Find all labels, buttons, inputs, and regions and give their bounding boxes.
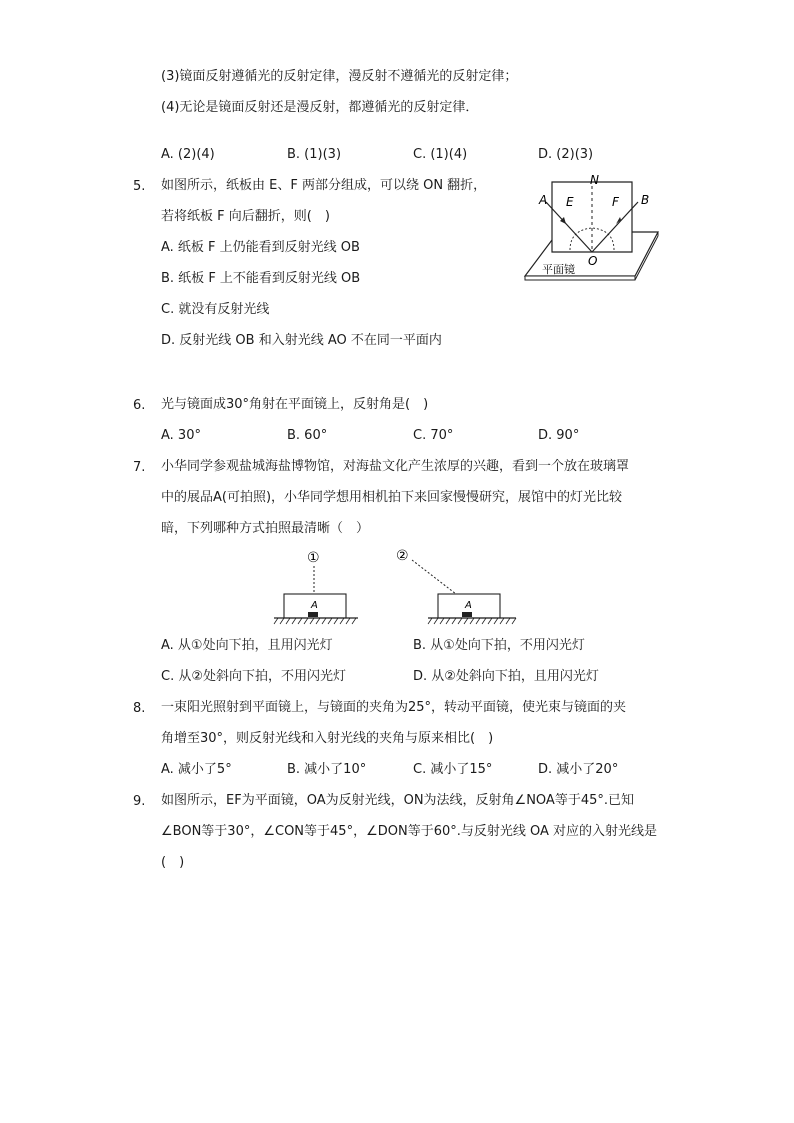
q7-stem-line2: 中的展品A(可拍照)，小华同学想用相机拍下来回家慢慢研究，展馆中的灯光比较: [161, 490, 623, 505]
q7-option-a[interactable]: A. 从①处向下拍，且用闪光灯: [161, 638, 333, 653]
q5-stem-line2: 若将纸板 F 向后翻折，则( ): [161, 209, 330, 224]
exhibit-a-right: A: [465, 600, 472, 611]
prev-statement-4: (4)无论是镜面反射还是漫反射，都遵循光的反射定律．: [161, 100, 479, 115]
label-e: E: [566, 195, 574, 209]
exhibit-a-left: A: [311, 600, 318, 611]
q7-number: 7.: [133, 460, 146, 475]
q9-number: 9.: [133, 794, 146, 809]
q6-number: 6.: [133, 398, 146, 413]
q5-number: 5.: [133, 179, 146, 194]
q7-camera-position-figure: [270, 546, 530, 626]
q8-number: 8.: [133, 701, 146, 716]
label-o: O: [588, 254, 598, 268]
q6-option-d[interactable]: D. 90°: [538, 428, 580, 443]
q6-stem: 光与镜面成30°角射在平面镜上，反射角是( ): [161, 397, 429, 412]
label-a: A: [539, 193, 548, 207]
prev-option-a[interactable]: A. (2)(4): [161, 147, 215, 162]
label-f: F: [612, 195, 619, 209]
prev-statement-3: (3)镜面反射遵循光的反射定律，漫反射不遵循光的反射定律；: [161, 69, 518, 84]
prev-option-d[interactable]: D. (2)(3): [538, 147, 594, 162]
q5-option-a[interactable]: A. 纸板 F 上仍能看到反射光线 OB: [161, 240, 360, 255]
q7-option-b[interactable]: B. 从①处向下拍，不用闪光灯: [413, 638, 585, 653]
position-1-label: ①: [307, 550, 320, 566]
prev-option-c[interactable]: C. (1)(4): [413, 147, 468, 162]
label-b: B: [641, 193, 650, 207]
label-n: N: [590, 173, 599, 187]
label-mirror: 平面镜: [542, 263, 575, 276]
q6-option-a[interactable]: A. 30°: [161, 428, 201, 443]
q9-stem-line3: ( ): [161, 855, 185, 870]
q9-stem-line2: ∠BON等于30°，∠CON等于45°，∠DON等于60°.与反射光线 OA 对应的入射光线是: [161, 824, 658, 839]
q5-stem-line1: 如图所示，纸板由 E、F 两部分组成，可以绕 ON 翻折，: [161, 178, 487, 193]
q5-option-d[interactable]: D. 反射光线 OB 和入射光线 AO 不在同一平面内: [161, 333, 442, 348]
q5-option-b[interactable]: B. 纸板 F 上不能看到反射光线 OB: [161, 271, 361, 286]
q7-option-c[interactable]: C. 从②处斜向下拍，不用闪光灯: [161, 669, 346, 684]
q8-option-b[interactable]: B. 减小了10°: [287, 762, 367, 777]
position-2-label: ②: [396, 548, 409, 564]
prev-option-b[interactable]: B. (1)(3): [287, 147, 342, 162]
q5-option-c[interactable]: C. 就没有反射光线: [161, 302, 270, 317]
q8-option-d[interactable]: D. 减小了20°: [538, 762, 619, 777]
q8-option-a[interactable]: A. 减小了5°: [161, 762, 232, 777]
q8-stem-line1: 一束阳光照射到平面镜上，与镜面的夹角为25°，转动平面镜，使光束与镜面的夹: [161, 700, 627, 715]
q7-stem-line1: 小华同学参观盐城海盐博物馆，对海盐文化产生浓厚的兴趣，看到一个放在玻璃罩: [161, 459, 630, 474]
q9-stem-line1: 如图所示，EF为平面镜，OA为反射光线，ON为法线，反射角∠NOA等于45°.已知: [161, 793, 634, 808]
mirror-edge: [525, 276, 635, 280]
q8-option-c[interactable]: C. 减小了15°: [413, 762, 493, 777]
q5-reflection-figure: [520, 172, 665, 284]
q6-option-c[interactable]: C. 70°: [413, 428, 454, 443]
q8-stem-line2: 角增至30°，则反射光线和入射光线的夹角与原来相比( ): [161, 731, 494, 746]
q7-option-d[interactable]: D. 从②处斜向下拍，且用闪光灯: [413, 669, 599, 684]
q7-stem-line3: 暗，下列哪种方式拍照最清晰（ ）: [161, 521, 370, 536]
q6-option-b[interactable]: B. 60°: [287, 428, 328, 443]
